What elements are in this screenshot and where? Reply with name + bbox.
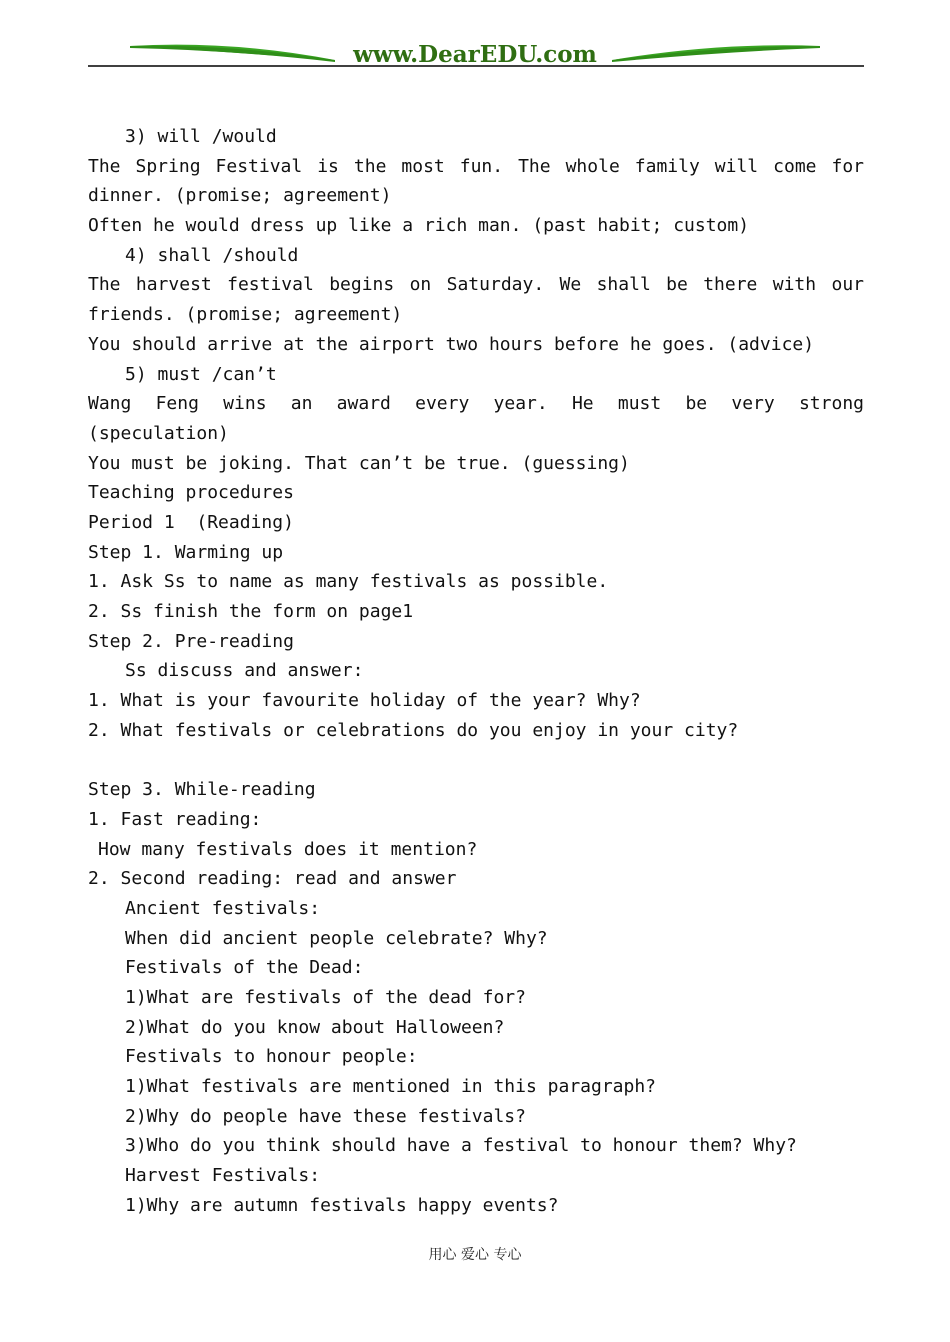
step-heading: Step 2. Pre-reading [88,630,294,652]
step-heading: Step 1. Warming up [88,541,284,563]
text-line: When did ancient people celebrate? Why? [125,927,548,949]
text-line: dinner. (promise; agreement) [88,185,392,207]
text-line: 2. What festivals or celebrations do you enjoy in your city? [88,719,739,741]
text-line: 2)What do you know about Halloween? [125,1016,505,1038]
text-line: Festivals of the Dead: [125,957,364,979]
text-line: friends. (promise; agreement) [88,304,403,326]
blank-line [88,745,864,775]
text-line: 2. Ss finish the form on page1 [88,601,414,622]
document-body [88,122,864,1220]
text-line: 5) must /can’t [125,363,277,385]
text-line: 3) will /would [125,126,277,147]
text-line: 1. What is your favourite holiday of the year? Why? [88,690,641,712]
text-line: Ss discuss and answer: [125,660,364,682]
page-footer: 用心 爱心 专心 [428,1247,522,1263]
text-line: The harvest festival begins on Saturday. We shall be there with our [88,274,864,296]
text-line: Harvest Festivals: [125,1165,321,1187]
text-line: 1. Ask Ss to name as many festivals as possible. [88,571,609,593]
text-line: You must be joking. That can’t be true. (guessing) [88,452,630,474]
page-header [0,0,950,80]
text-line: The Spring Festival is the most fun. The whole family will come for [88,155,864,177]
section-heading: Period 1 (Reading) [88,511,294,533]
text-line: 4) shall /should [125,244,299,266]
text-line: Wang Feng wins an award every year. He must be very strong [88,393,864,415]
text-line: Ancient festivals: [125,897,321,919]
text-line: 1. Fast reading: [88,808,262,830]
text-line: 1)What are festivals of the dead for? [125,986,526,1008]
text-line: (speculation) [88,422,229,444]
site-logo-text: www.DearEDU.com [353,41,597,68]
text-line: 1)What festivals are mentioned in this paragraph? [125,1076,657,1097]
text-line: Festivals to honour people: [125,1046,418,1068]
text-line: 1)Why are autumn festivals happy events? [125,1194,559,1216]
text-line: You should arrive at the airport two hours before he goes. (advice) [88,333,815,355]
section-heading: Teaching procedures [88,482,294,504]
text-line: 2. Second reading: read and answer [88,868,457,890]
text-line: Often he would dress up like a rich man. (past habit; custom) [88,215,750,237]
step-heading: Step 3. While-reading [88,779,316,801]
text-line: How many festivals does it mention? [98,838,478,860]
text-line: 2)Why do people have these festivals? [125,1105,526,1127]
text-line: 3)Who do you think should have a festival to honour them? Why? [125,1135,797,1157]
